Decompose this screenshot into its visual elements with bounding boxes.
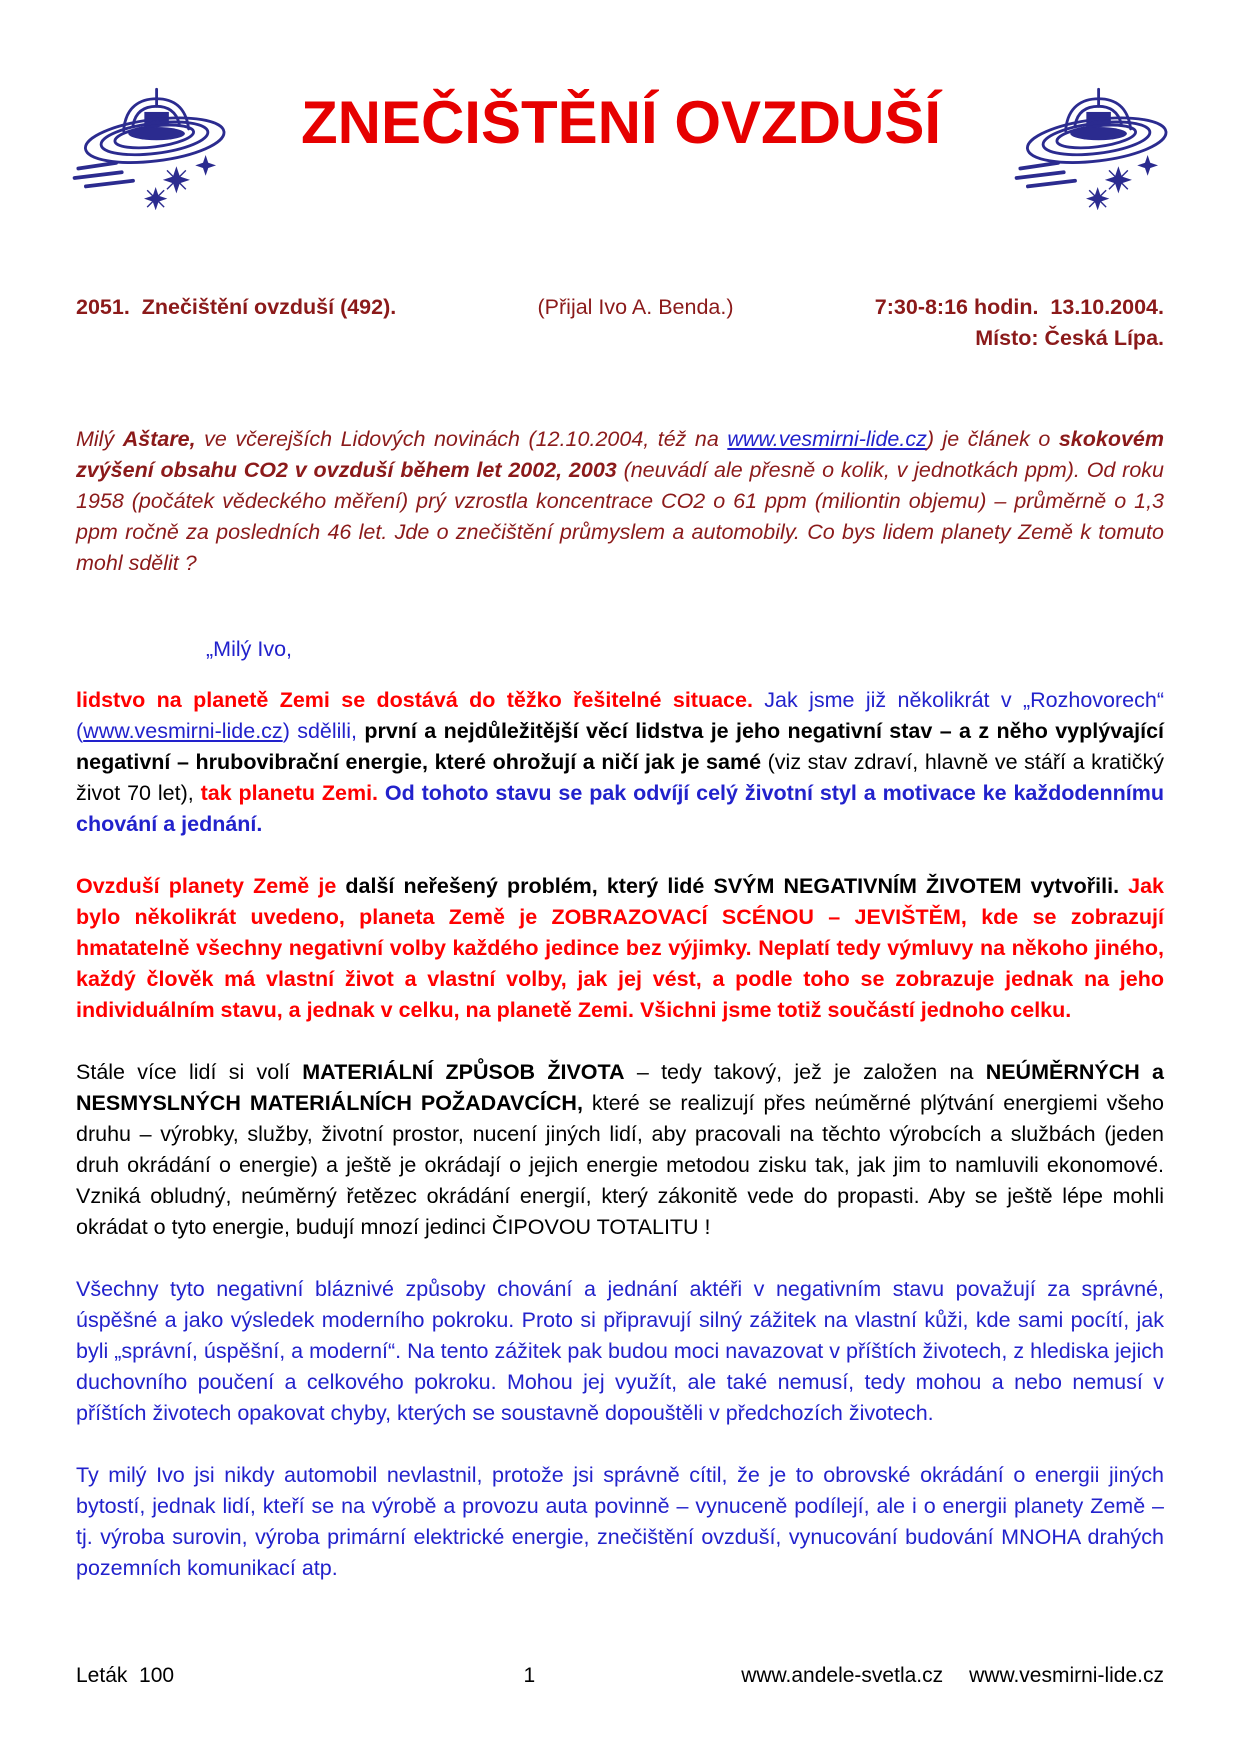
place: Místo: Česká Lípa. [975,326,1164,350]
time-date: 7:30-8:16 hodin. 13.10.2004. [874,295,1164,319]
text-run: NEÚMĚRNÝCH a NESMYSLNÝCH MATERIÁLNÍCH POŽADAVCÍCH, [76,1060,1165,1115]
footer-url-vesmirni-lide: www.vesmirni-lide.cz [969,1664,1164,1687]
inline-link[interactable]: www.vesmirni-lide.cz [83,719,283,743]
text-run: ve včerejších Lidových novinách (12.10.2004, též na [195,427,728,451]
answer-paragraph-3 [76,1057,1164,1243]
text-run: Od tohoto stavu se pak odvíjí celý životní styl a motivace ke každodennímu chování a jednání. [76,781,1164,836]
answer-paragraph-2 [76,871,1164,1026]
leaflet-number: Leták 100 [76,1664,175,1687]
text-run: Ovzduší planety Země je [76,874,346,898]
salutation: „Milý Ivo, [206,637,292,661]
answer-paragraph-5 [76,1460,1164,1584]
text-run: ) sdělili, [282,719,365,743]
inline-link[interactable]: www.vesmirni-lide.cz [727,427,927,451]
text-run: Jak jsme již několikrát v „Rozhovorech“ ( [76,688,1164,743]
text-run: (viz stav zdraví, hlavně ve stáří a kratičký život 70 let), [76,750,1164,805]
text-run: první a nejdůležitější věcí lidstva je jeho negativní stav – a z něho vyplývající negativní – hrubovibrační energie, které ohrožují a ničí jak je samé [76,719,1164,774]
question-paragraph [76,424,1164,579]
page-number: 1 [523,1664,536,1687]
text-run: další neřešený problém, který lidé SVÝM NEGATIVNÍM ŽIVOTEM vytvořili. [345,874,1129,898]
meta-line [76,292,1164,323]
document-body [0,292,1240,1584]
text-run: Ty milý Ivo jsi nikdy automobil nevlastnil, protože jsi správně cítil, že je to obrovské okrádání o energii jiných bytostí, jednak lidí, kteří se na výrobě a provozu auta povinně – vynuceně podílejí, ale i o energii planety Země – tj. výroba surovin, výroba primární elektrické energie, znečištění ovzduší, vynucování budování MNOHA drahých pozemních komunikací atp. [76,1463,1164,1580]
answer-paragraph-4 [76,1274,1164,1429]
text-run: Milý [76,427,123,451]
text-run: – tedy takový, jež je založen na [624,1060,986,1084]
text-run: MATERIÁLNÍ ZPŮSOB ŽIVOTA [302,1060,625,1084]
entry-number: 2051. Znečištění ovzduší (492). [76,295,397,319]
text-run: (neuvádí ale přesně o kolik, v jednotkách ppm). Od roku 1958 (počátek vědeckého měření) prý vzrostla koncentrace CO2 o 61 ppm (miliontin objemu) – průměrně o 1,3 ppm ročně za posledních 46 let. Jde o znečištění průmyslem a automobily. Co bys lidem planety Země k tomuto mohl sdělit ? [76,458,1165,575]
header [0,0,1240,210]
footer-links [680,1660,1164,1691]
text-run: lidstvo na planetě Zemi se dostává do těžko řešitelné situace. [76,688,765,712]
text-run: Jak bylo několikrát uvedeno, planeta Země je ZOBRAZOVACÍ SCÉNOU – JEVIŠTĚM, kde se zobrazují hmatatelně všechny negativní volby každého jedince bez výjimky. Neplatí tedy výmluvy na někoho jiného, každý člověk má vlastní život a vlastní volby, jak jej vést, a podle toho se zobrazuje jednak na jeho individuálním stavu, a jednak v celku, na planetě Zemi. Všichni jsme totiž součástí jednoho celku. [76,874,1165,1022]
footer-url-andele-svetla: www.andele-svetla.cz [741,1664,944,1687]
text-run: Všechny tyto negativní bláznivé způsoby chování a jednání aktéři v negativním stavu považují za správné, úspěšné a jako výsledek moderního pokroku. Proto si připravují silný zážitek na vlastní kůži, kde sami pocítí, jak byli „správní, úspěšní, a moderní“. Na tento zážitek pak budou moci navazovat v příštích životech, z hlediska jejich duchovního poučení a celkového pokroku. Mohou jej využít, ale také nemusí, tedy mohou a nebo nemusí v příštích životech opakovat chyby, kterých se soustavně dopouštěli v předchozích životech. [76,1277,1164,1425]
footer [76,1660,1164,1691]
text-run: Aštare, [122,427,196,451]
text-run: skokovém zvýšení obsahu CO2 v ovzduší během let 2002, 2003 [76,427,1164,482]
page-title: ZNEČIŠTĚNÍ OVZDUŠÍ [300,89,942,156]
text-run: které se realizují přes neúměrné plýtvání energiemi všeho druhu – výrobky, služby, životní prostor, nucení jiných lidí, aby pracovali na těchto výrobcích a službách (jeden druh okrádání o energie) a ještě je okrádají o jejich energie metodou zisku tak, jak jim to namluvili ekonomové. Vzniká obludný, neúměrný řetězec okrádání energií, který zákonitě vede do propasti. Aby se ještě lépe mohli okrádat o tyto energie, budují mnozí jedinci ČIPOVOU TOTALITU ! [76,1091,1164,1239]
text-run: ) je článek o [926,427,1059,451]
ufo-icon [1006,78,1178,210]
text-run: Stále více lidí si volí [76,1060,303,1084]
ufo-icon [64,78,236,210]
answer-paragraph-1 [76,685,1164,840]
received-by: (Přijal Ivo A. Benda.) [537,295,734,319]
text-run: tak planetu Zemi. [200,781,385,805]
